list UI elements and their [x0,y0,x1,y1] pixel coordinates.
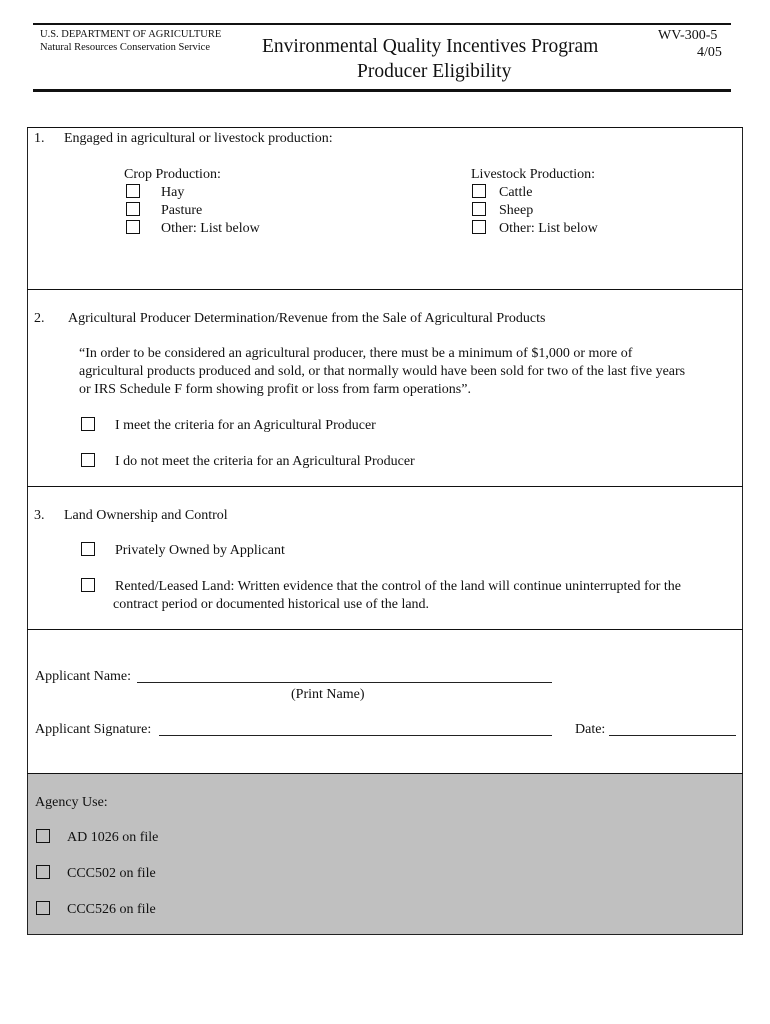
crop-other-checkbox[interactable] [126,220,140,234]
rented-leased-label-line1: Rented/Leased Land: Written evidence that the control of the land will continue uninterrupted for the [115,579,681,594]
cattle-label: Cattle [499,185,533,200]
applicant-signature-field[interactable] [159,735,552,736]
ad1026-label: AD 1026 on file [67,830,159,845]
ccc502-label: CCC502 on file [67,866,156,881]
pasture-checkbox[interactable] [126,202,140,216]
agency-name: Natural Resources Conservation Service [40,42,210,53]
form-number: WV-300-5 [658,28,718,43]
not-meet-criteria-label: I do not meet the criteria for an Agricultural Producer [115,454,415,469]
meet-criteria-label: I meet the criteria for an Agricultural Producer [115,418,376,433]
date-label: Date: [575,722,606,737]
section-signature [27,630,743,774]
section1-number: 1. [34,131,45,146]
rented-leased-checkbox[interactable] [81,578,95,592]
applicant-name-label: Applicant Name: [35,669,132,684]
sheep-checkbox[interactable] [472,202,486,216]
crop-other-label: Other: List below [161,221,260,236]
print-name-caption: (Print Name) [291,687,365,702]
applicant-name-field[interactable] [137,682,552,683]
criteria-quote-line3: or IRS Schedule F form showing profit or loss from farm operations”. [79,382,471,397]
hay-label: Hay [161,185,185,200]
form-subtitle: Producer Eligibility [357,61,512,82]
not-meet-criteria-checkbox[interactable] [81,453,95,467]
rented-leased-label-line2: contract period or documented historical use of the land. [113,597,430,612]
privately-owned-checkbox[interactable] [81,542,95,556]
ad1026-checkbox[interactable] [36,829,50,843]
section2-number: 2. [34,311,45,326]
livestock-other-label: Other: List below [499,221,598,236]
ccc526-checkbox[interactable] [36,901,50,915]
livestock-production-label: Livestock Production: [471,167,596,182]
applicant-signature-label: Applicant Signature: [35,722,152,737]
section2-heading: Agricultural Producer Determination/Revenue from the Sale of Agricultural Products [68,311,546,326]
section1-heading: Engaged in agricultural or livestock production: [64,131,333,146]
pasture-label: Pasture [161,203,203,218]
ccc502-checkbox[interactable] [36,865,50,879]
criteria-quote-line2: agricultural products produced and sold, or that normally would have been sold for two of the last five years [79,364,686,379]
date-field[interactable] [609,735,736,736]
form-title: Environmental Quality Incentives Program [262,36,599,57]
ccc526-label: CCC526 on file [67,902,156,917]
cattle-checkbox[interactable] [472,184,486,198]
section3-number: 3. [34,508,45,523]
hay-checkbox[interactable] [126,184,140,198]
header-bottom-rule [33,89,731,92]
privately-owned-label: Privately Owned by Applicant [115,543,285,558]
form-date: 4/05 [697,45,722,60]
section3-heading: Land Ownership and Control [64,508,228,523]
header-top-rule [33,23,731,25]
criteria-quote-line1: “In order to be considered an agricultural producer, there must be a minimum of $1,000 or more of [79,346,633,361]
livestock-other-checkbox[interactable] [472,220,486,234]
meet-criteria-checkbox[interactable] [81,417,95,431]
agency-use-heading: Agency Use: [35,795,108,810]
sheep-label: Sheep [499,203,534,218]
crop-production-label: Crop Production: [124,167,221,182]
department-name: U.S. DEPARTMENT OF AGRICULTURE [40,29,222,40]
